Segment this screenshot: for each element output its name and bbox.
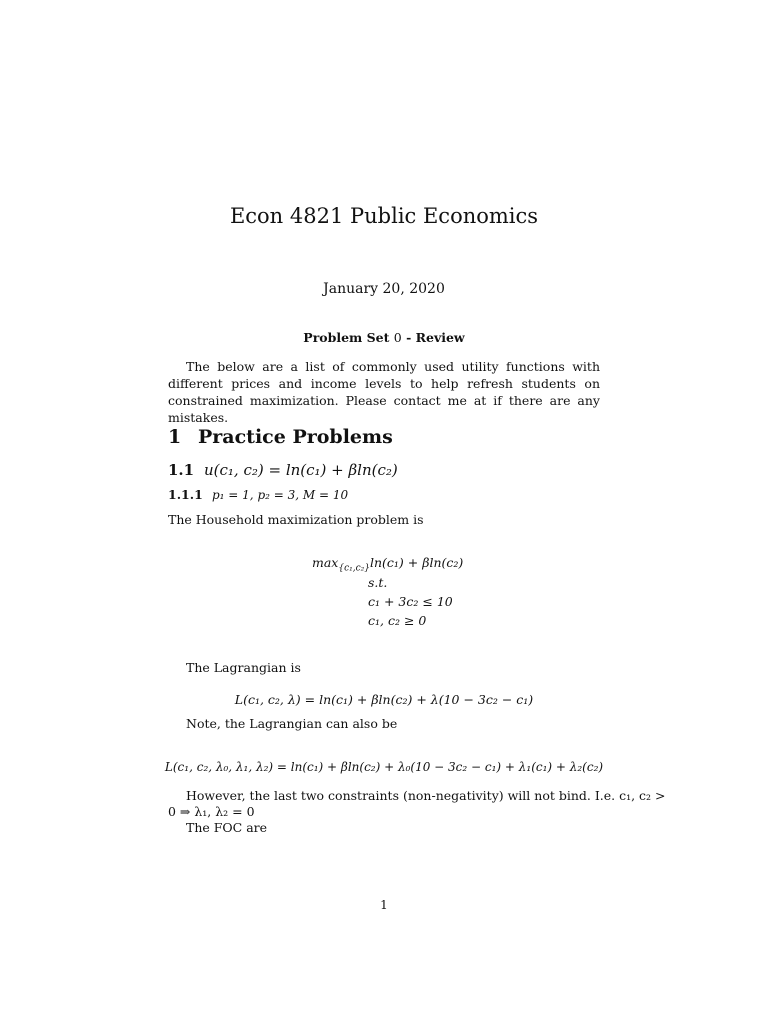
max-objective: [312, 555, 463, 574]
budget-constraint: c₁ + 3c₂ ≤ 10: [368, 594, 453, 609]
max-operator: max: [312, 555, 339, 570]
section-heading: [168, 426, 393, 448]
subsection-number: 1.1: [168, 461, 195, 479]
subsubsection-heading: [168, 487, 348, 502]
max-objective-function: ln(c₁) + βln(c₂): [369, 555, 464, 570]
however-line-1: However, the last two constraints (non-negativity) will not bind. I.e. c₁, c₂ >: [186, 788, 666, 803]
lagrangian-equation: L(c₁, c₂, λ) = ln(c₁) + βln(c₂) + λ(10 − 3c₂ − c₁): [234, 692, 534, 707]
subsubsection-formula: p₁ = 1, p₂ = 3, M = 10: [212, 488, 349, 502]
however-line-2: 0 ⇒ λ₁, λ₂ = 0: [168, 804, 255, 819]
pset-number: 0: [393, 330, 402, 345]
section-number: 1: [168, 426, 182, 448]
page-number: 1: [380, 898, 388, 912]
section-title: Practice Problems: [198, 426, 393, 448]
document-title: Econ 4821 Public Economics: [229, 204, 539, 228]
lagrangian-alt-intro: Note, the Lagrangian can also be: [186, 716, 398, 731]
subject-to: s.t.: [368, 575, 388, 590]
document-date: January 20, 2020: [323, 281, 445, 297]
lagrangian-intro: The Lagrangian is: [186, 660, 301, 675]
abstract-paragraph: The below are a list of commonly used utility functions with different prices and income levels to help refresh students on constrained maximization. Please contact me at if there are any mistakes.: [168, 359, 600, 425]
subsection-formula: u(c₁, c₂) = ln(c₁) + βln(c₂): [204, 461, 398, 479]
max-subscript: {c₁,c₂}: [338, 563, 370, 574]
nonnegativity-constraint: c₁, c₂ ≥ 0: [368, 613, 427, 628]
household-intro: The Household maximization problem is: [168, 512, 424, 527]
problem-set-heading: [0, 330, 768, 345]
lagrangian-alt-equation: L(c₁, c₂, λ₀, λ₁, λ₂) = ln(c₁) + βln(c₂) + λ₀(10 − 3c₂ − c₁) + λ₁(c₁) + λ₂(c₂): [164, 760, 604, 774]
subsubsection-number: 1.1.1: [168, 487, 203, 502]
foc-intro: The FOC are: [186, 820, 268, 835]
pset-rest: - Review: [406, 330, 465, 345]
subsection-heading: [168, 461, 398, 479]
pset-label: Problem Set: [303, 330, 390, 345]
